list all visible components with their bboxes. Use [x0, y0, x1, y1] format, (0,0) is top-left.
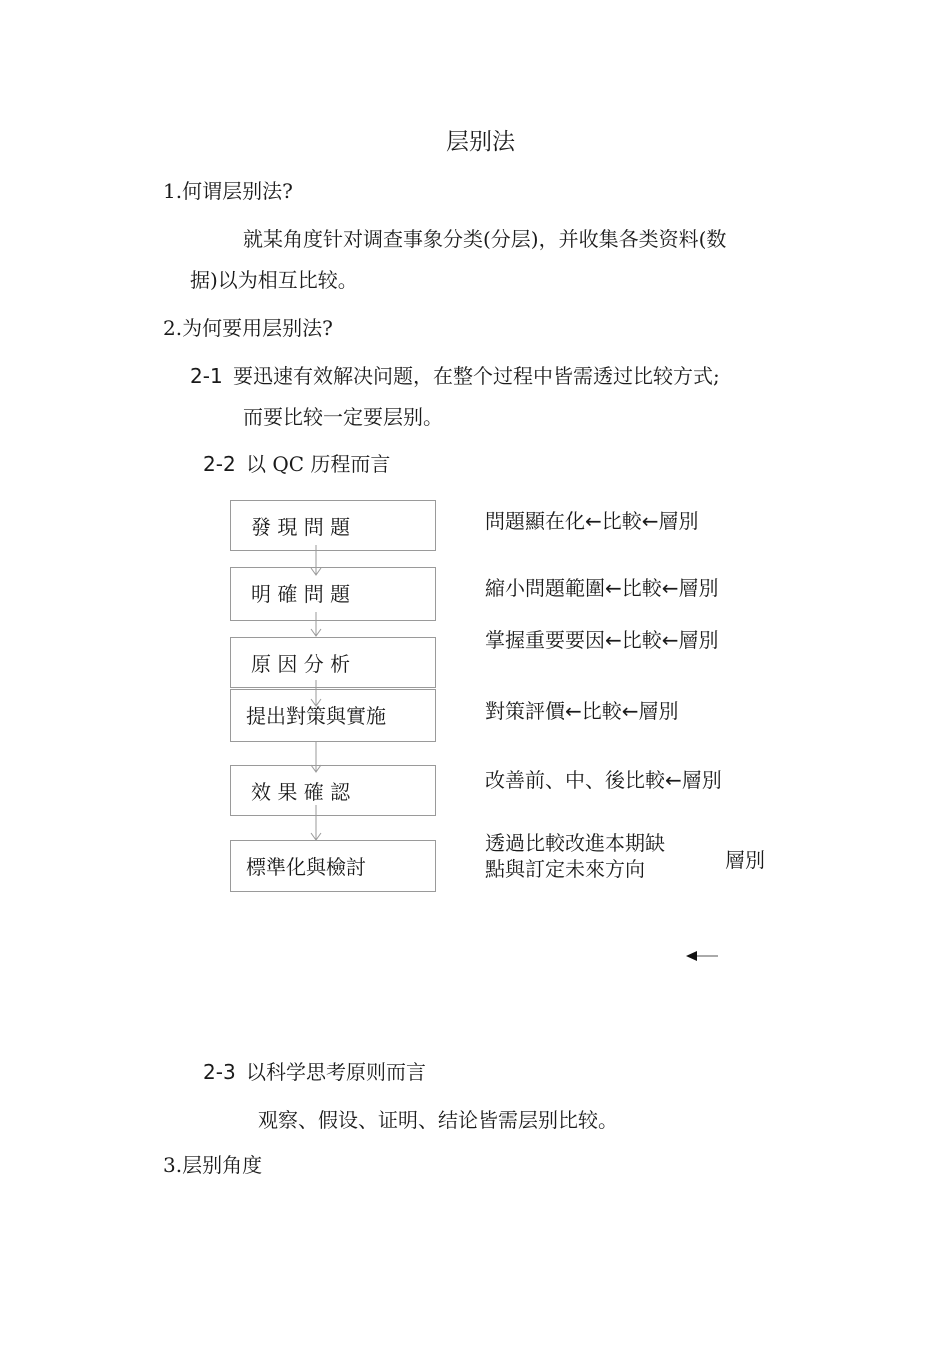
section2-heading: 2.为何要用层别法? — [163, 316, 333, 340]
page-title: 层别法 — [446, 129, 515, 155]
flow-step-label: 效 果 確 認 — [251, 780, 351, 804]
flow-step-find-problem — [230, 500, 436, 551]
sub2-number: 2-2 — [203, 452, 236, 476]
section3-heading: 3.层别角度 — [163, 1153, 263, 1177]
flow-step-label: 提出對策與實施 — [246, 704, 386, 728]
flow-note-6-line2: 點與訂定未來方向 — [485, 857, 645, 881]
flow-step-countermeasure — [230, 689, 436, 742]
flow-step-effect-confirm — [230, 765, 436, 816]
flow-step-standardize — [230, 840, 436, 892]
sub1-line1: 要迅速有效解决问题，在整个过程中皆需透过比较方式; — [233, 364, 720, 388]
flow-note-3: 掌握重要要因←比較←層別 — [485, 628, 719, 652]
flow-note-2: 縮小問題範圍←比較←層別 — [485, 576, 719, 600]
flow-note-5: 改善前、中、後比較←層別 — [485, 768, 722, 792]
flow-note-6-tail: 層別 — [725, 848, 765, 872]
sub3-body: 观察、假设、证明、结论皆需层别比较。 — [258, 1108, 618, 1132]
section1-body-line2: 据)以为相互比较。 — [190, 268, 358, 292]
flow-step-label: 原 因 分 析 — [251, 652, 351, 676]
sub3-text: 以科学思考原则而言 — [246, 1060, 426, 1084]
loose-arrow — [686, 951, 718, 961]
flow-step-clarify-problem — [230, 567, 436, 621]
flow-step-label: 發 現 問 題 — [251, 515, 351, 539]
sub3-number: 2-3 — [203, 1060, 236, 1084]
flow-step-label: 標準化與檢討 — [246, 855, 366, 879]
section1-body-line1: 就某角度针对调查事象分类(分层)，并收集各类资料(数 — [243, 227, 727, 251]
section1-heading: 1.何谓层别法? — [163, 179, 293, 203]
flow-note-1: 問題顯在化←比較←層別 — [485, 509, 699, 533]
flow-step-cause-analysis — [230, 637, 436, 688]
flow-note-6-line1: 透過比較改進本期缺 — [485, 831, 665, 855]
sub2-text: 以 QC 历程而言 — [246, 452, 391, 476]
flow-note-4: 對策評價←比較←層別 — [485, 699, 679, 723]
sub1-number: 2-1 — [190, 364, 223, 388]
flow-step-label: 明 確 問 題 — [251, 582, 351, 606]
sub1-line2: 而要比较一定要层别。 — [243, 405, 443, 429]
